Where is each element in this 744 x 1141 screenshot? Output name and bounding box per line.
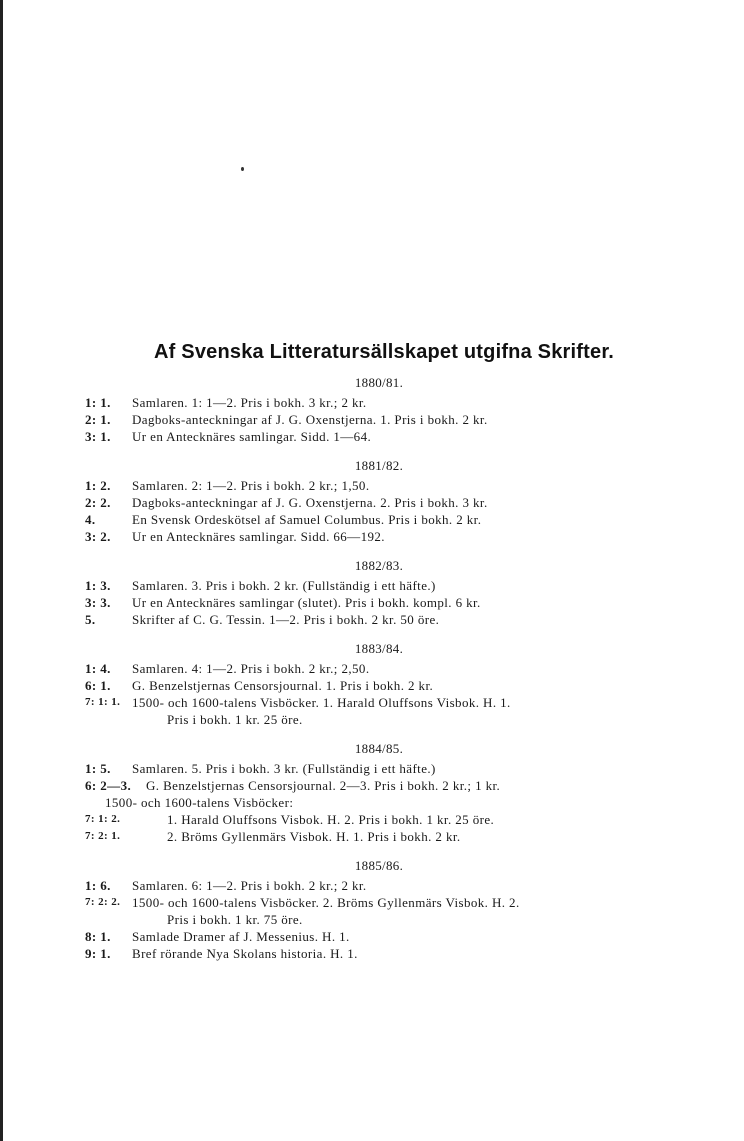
list-item — [85, 677, 645, 694]
year-heading: 1883/84. — [354, 641, 404, 656]
page-title: Af Svenska Litteratursällskapet utgifna Skrifter. — [154, 341, 614, 363]
item-text: Dagboks-anteckningar af J. G. Oxenstjerna. 2. Pris i bokh. 3 kr. — [132, 495, 488, 510]
item-text: 1500- och 1600-talens Visböcker. 2. Bröms Gyllenmärs Visbok. H. 2. — [132, 895, 520, 910]
item-text: 2. Bröms Gyllenmärs Visbok. H. 1. Pris i bokh. 2 kr. — [167, 829, 461, 844]
item-text: Samlaren. 6: 1—2. Pris i bokh. 2 kr.; 2 kr. — [132, 878, 367, 893]
item-text: 1500- och 1600-talens Visböcker: — [105, 795, 294, 810]
item-text: G. Benzelstjernas Censorsjournal. 1. Pris i bokh. 2 kr. — [132, 678, 434, 693]
year-heading: 1884/85. — [354, 741, 404, 756]
item-text: Samlaren. 1: 1—2. Pris i bokh. 3 kr.; 2 kr. — [132, 395, 367, 410]
year-section — [85, 457, 645, 545]
list-item — [85, 828, 645, 845]
item-text: G. Benzelstjernas Censorsjournal. 2—3. Pris i bokh. 2 kr.; 1 kr. — [146, 778, 501, 793]
item-number: 7: 2: 2. — [85, 896, 121, 908]
item-text: 1500- och 1600-talens Visböcker. 1. Harald Oluffsons Visbok. H. 1. — [132, 695, 511, 710]
year-heading: 1882/83. — [354, 558, 404, 573]
list-item — [85, 760, 645, 777]
year-heading: 1885/86. — [354, 858, 404, 873]
page-edge — [0, 0, 3, 1141]
list-item — [85, 528, 645, 545]
list-item — [85, 594, 645, 611]
year-section — [85, 640, 645, 728]
list-item — [85, 511, 645, 528]
print-speck — [241, 167, 244, 171]
list-item — [85, 877, 645, 894]
item-text: Ur en Antecknäres samlingar. Sidd. 66—192. — [132, 529, 385, 544]
list-item — [85, 611, 645, 628]
item-number: 1: 5. — [85, 761, 111, 776]
item-number: 4. — [85, 512, 96, 527]
item-number: 3: 3. — [85, 595, 111, 610]
list-item — [85, 394, 645, 411]
list-item — [85, 777, 645, 794]
item-number: 1: 1. — [85, 395, 111, 410]
item-number: 3: 2. — [85, 529, 111, 544]
year-heading: 1880/81. — [354, 375, 404, 390]
item-text: Samlaren. 4: 1—2. Pris i bokh. 2 kr.; 2,50. — [132, 661, 370, 676]
year-heading: 1881/82. — [354, 458, 404, 473]
list-item — [85, 928, 645, 945]
item-number: 6: 1. — [85, 678, 111, 693]
list-item — [85, 577, 645, 594]
year-section — [85, 857, 645, 962]
item-number: 2: 2. — [85, 495, 111, 510]
item-text: Ur en Antecknäres samlingar (slutet). Pris i bokh. kompl. 6 kr. — [132, 595, 481, 610]
list-item — [85, 411, 645, 428]
item-continuation: Pris i bokh. 1 kr. 25 öre. — [167, 712, 303, 727]
item-number: 1: 6. — [85, 878, 111, 893]
item-number: 5. — [85, 612, 96, 627]
item-number: 6: 2—3. — [85, 778, 132, 793]
item-text: Ur en Antecknäres samlingar. Sidd. 1—64. — [132, 429, 372, 444]
item-text: En Svensk Ordeskötsel af Samuel Columbus. Pris i bokh. 2 kr. — [132, 512, 482, 527]
year-section — [85, 374, 645, 445]
list-item — [85, 494, 645, 511]
year-section — [85, 740, 645, 845]
item-text: Dagboks-anteckningar af J. G. Oxenstjerna. 1. Pris i bokh. 2 kr. — [132, 412, 488, 427]
list-item — [85, 811, 645, 828]
item-number: 2: 1. — [85, 412, 111, 427]
item-number: 9: 1. — [85, 946, 111, 961]
item-number: 7: 1: 2. — [85, 813, 121, 825]
item-number: 8: 1. — [85, 929, 111, 944]
list-item — [85, 694, 645, 728]
item-number: 1: 4. — [85, 661, 111, 676]
item-text: Samlaren. 5. Pris i bokh. 3 kr. (Fullständig i ett häfte.) — [132, 761, 436, 776]
list-item — [85, 945, 645, 962]
item-continuation: Pris i bokh. 1 kr. 75 öre. — [167, 912, 303, 927]
item-number: 1: 3. — [85, 578, 111, 593]
year-section — [85, 557, 645, 628]
item-number: 1: 2. — [85, 478, 111, 493]
item-text: Samlade Dramer af J. Messenius. H. 1. — [132, 929, 350, 944]
item-number: 7: 1: 1. — [85, 696, 121, 708]
item-number: 3: 1. — [85, 429, 111, 444]
list-item — [85, 660, 645, 677]
item-text: Bref rörande Nya Skolans historia. H. 1. — [132, 946, 358, 961]
item-text: Samlaren. 3. Pris i bokh. 2 kr. (Fullständig i ett häfte.) — [132, 578, 436, 593]
item-text: Samlaren. 2: 1—2. Pris i bokh. 2 kr.; 1,50. — [132, 478, 370, 493]
item-text: Skrifter af C. G. Tessin. 1—2. Pris i bokh. 2 kr. 50 öre. — [132, 612, 440, 627]
list-item — [85, 477, 645, 494]
item-text: 1. Harald Oluffsons Visbok. H. 2. Pris i bokh. 1 kr. 25 öre. — [167, 812, 495, 827]
item-number: 7: 2: 1. — [85, 830, 121, 842]
list-item — [85, 428, 645, 445]
list-item — [85, 894, 645, 928]
publication-list — [85, 374, 645, 962]
list-item — [85, 794, 645, 811]
